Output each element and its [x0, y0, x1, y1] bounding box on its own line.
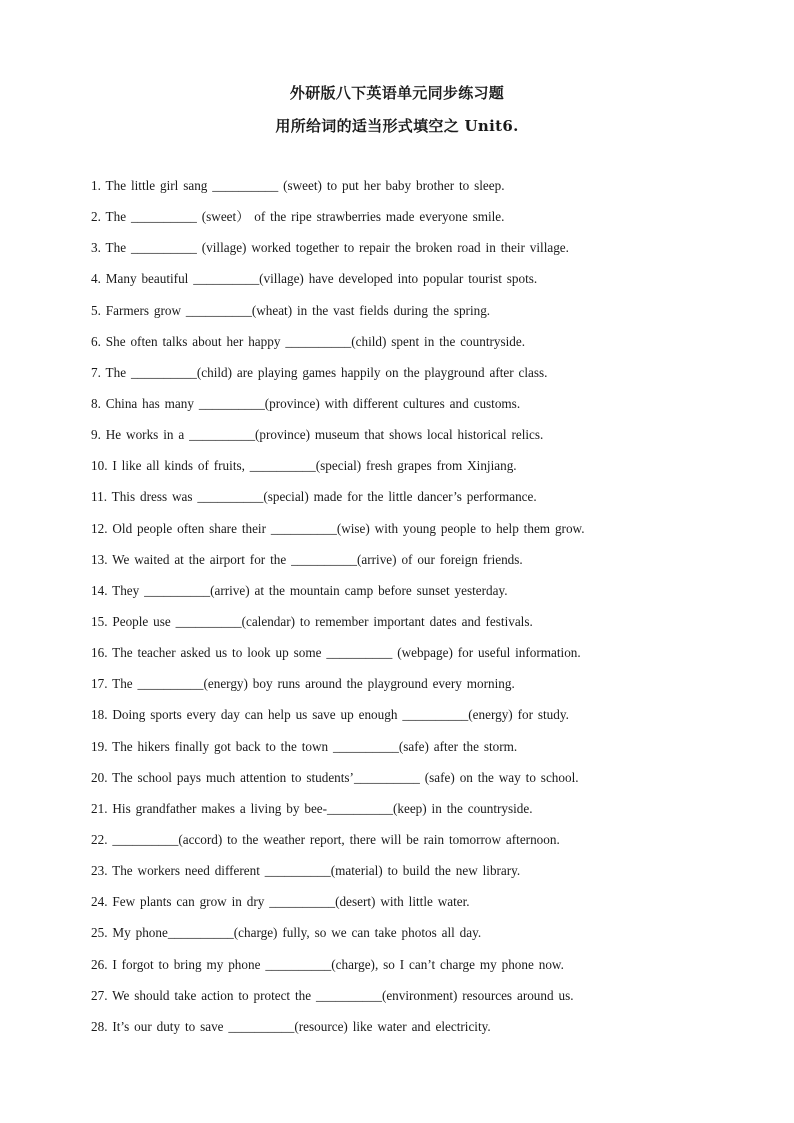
question-item: 21. His grandfather makes a living by bee-__________(keep) in the countryside. — [91, 800, 533, 816]
question-item: 14. They __________(arrive) at the mountain camp before sunset yesterday. — [91, 582, 508, 598]
question-item: 4. Many beautiful __________(village) have developed into popular tourist spots. — [91, 271, 538, 287]
question-item: 8. China has many __________(province) with different cultures and customs. — [91, 395, 521, 411]
question-item: 12. Old people often share their __________(wise) with young people to help them grow. — [91, 520, 585, 536]
question-item: 13. We waited at the airport for the __________(arrive) of our foreign friends. — [91, 551, 523, 567]
question-item: 7. The __________(child) are playing games happily on the playground after class. — [91, 364, 548, 380]
question-item: 23. The workers need different __________(material) to build the new library. — [91, 863, 521, 879]
question-item: 11. This dress was __________(special) made for the little dancer’s performance. — [91, 489, 537, 505]
question-item: 15. People use __________(calendar) to remember important dates and festivals. — [91, 613, 533, 629]
question-item: 10. I like all kinds of fruits, __________(special) fresh grapes from Xinjiang. — [91, 458, 517, 474]
question-list — [91, 176, 771, 1048]
question-item: 22. __________(accord) to the weather report, there will be rain tomorrow afternoon. — [91, 831, 560, 847]
question-item: 3. The __________ (village) worked together to repair the broken road in their village. — [91, 240, 569, 256]
question-item: 9. He works in a __________(province) museum that shows local historical relics. — [91, 427, 544, 443]
question-item: 24. Few plants can grow in dry __________(desert) with little water. — [91, 894, 470, 910]
question-item: 28. It’s our duty to save __________(resource) like water and electricity. — [91, 1018, 491, 1034]
question-item: 5. Farmers grow __________(wheat) in the vast fields during the spring. — [91, 302, 491, 318]
question-item: 6. She often talks about her happy __________(child) spent in the countryside. — [91, 333, 526, 349]
question-item: 19. The hikers finally got back to the town __________(safe) after the storm. — [91, 738, 518, 754]
question-item: 27. We should take action to protect the __________(environment) resources around us. — [91, 987, 574, 1003]
question-item: 16. The teacher asked us to look up some __________ (webpage) for useful information. — [91, 645, 581, 661]
page-subtitle: 用所给词的适当形式填空之 Unit6. — [275, 117, 519, 135]
question-item: 2. The __________ (sweet） of the ripe strawberries made everyone smile. — [91, 209, 505, 225]
page-title: 外研版八下英语单元同步练习题 — [289, 84, 505, 102]
question-item: 20. The school pays much attention to students’__________ (safe) on the way to school. — [91, 769, 579, 785]
question-item: 17. The __________(energy) boy runs around the playground every morning. — [91, 676, 515, 692]
question-item: 18. Doing sports every day can help us save up enough __________(energy) for study. — [91, 707, 569, 723]
question-item: 26. I forgot to bring my phone __________(charge), so I can’t charge my phone now. — [91, 956, 564, 972]
question-item: 1. The little girl sang __________ (sweet) to put her baby brother to sleep. — [91, 178, 505, 193]
question-item: 25. My phone__________(charge) fully, so we can take photos all day. — [91, 925, 482, 941]
